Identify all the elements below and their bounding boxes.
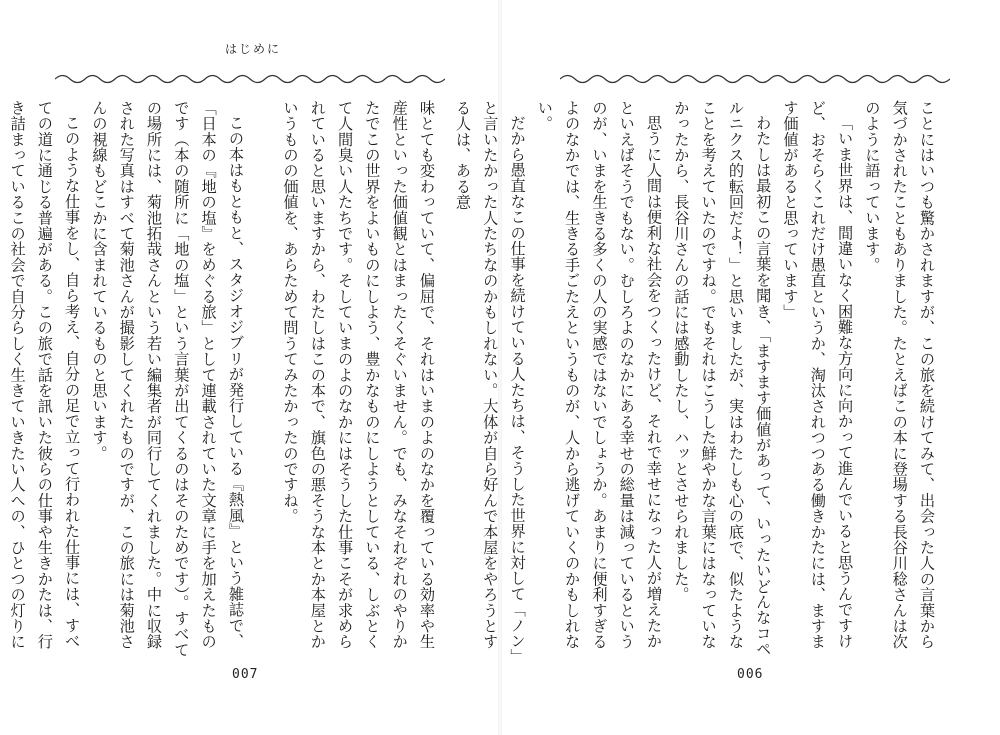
page-number: 007 [232, 667, 259, 682]
paragraph: この本はもともと、スタジオジブリが発行している『熱風』という雑誌で、「日本の『地の塩』をめぐる旅」として連載されていた文章に手を加えたものです（本の随所に「地の塩」という言葉が出てくるのはそのためです）。すべての場所には、菊池拓哉さんという若い編集者が同行してくれました。中に収録された写真はすべて菊池さんが撮影してくれたものですが、この旅には菊池さんの視線もどこかに含まれているものと思います。 [90, 100, 245, 658]
body-text [449, 100, 940, 660]
section-header: はじめに [225, 42, 282, 56]
paragraph: ことにはいつも驚かされますが、この旅を続けてみて、出会った人の言葉から気づかされたこともありました。たとえばこの本に登場する長谷川稔さんは次のように語っています。 [863, 100, 936, 650]
wavy-rule [560, 72, 950, 86]
paragraph: だから愚直なこの仕事を続けている人たちは、そうした世界に対して「ノン」と言いたかった人たちなのかもしれない。大体が自ら好んで本屋をやろうとする人は、ある意 [453, 100, 527, 658]
body-text [0, 100, 440, 660]
paragraph: 「いま世界は、間違いなく困難な方向に向かって進んでいると思うんですけど、おそらくこれだけ愚直というか、淘汰されつつある働きかたには、ますます価値があると思っています」 [781, 100, 855, 650]
paragraph-spacer [249, 100, 276, 660]
page-number: 006 [737, 667, 764, 682]
right-page [453, 0, 1000, 735]
paragraph: このような仕事をし、自ら考え、自分の足で立って行われた仕事には、すべての道に通じる普遍がある。この旅で話を訊いた彼らの仕事や生きかたは、行き詰まっているこの社会で自分らしく生きていきたい人への、ひとつの灯りに [8, 100, 82, 650]
paragraph: 思うに人間は便利な社会をつくったけど、それで幸せになった人が増えたかといえばそうでもない。むしろよのなかにある幸せの総量は減っているというのが、いまを生きる多くの人の実感ではないでしょうか。あまりに便利すぎるよのなかでは、生きる手ごたえというものが、人から逃げていくのかもしれない。 [535, 100, 664, 650]
wavy-rule [55, 72, 445, 86]
paragraph: わたしは最初この言葉を聞き、「ますます価値があって、いったいどんなコペルニクス的転回だよ！」と思いましたが、実はわたしも心の底で、似たようなことを考えていたのですね。でもそれはこうした鮮やかな言葉にはなっていなかったから、長谷川さんの話には感動したし、ハッとさせられました。 [672, 100, 773, 658]
paragraph: 味とても変わっていて、偏屈で、それはいまのよのなかを覆っている効率や生産性といった価値観とはまったくそぐいません。でも、みなそれぞれのやりかたでこの世界をよいものにしよう、豊かなものにしようとしている、しぶとくて人間臭い人たちです。そしていまのよのなかにはそうした仕事こそが求められていると思いますから、わたしはこの本で、旗色の悪そうな本とか本屋とかいうものの価値を、あらためて問うてみたかったのですね。 [281, 100, 436, 650]
